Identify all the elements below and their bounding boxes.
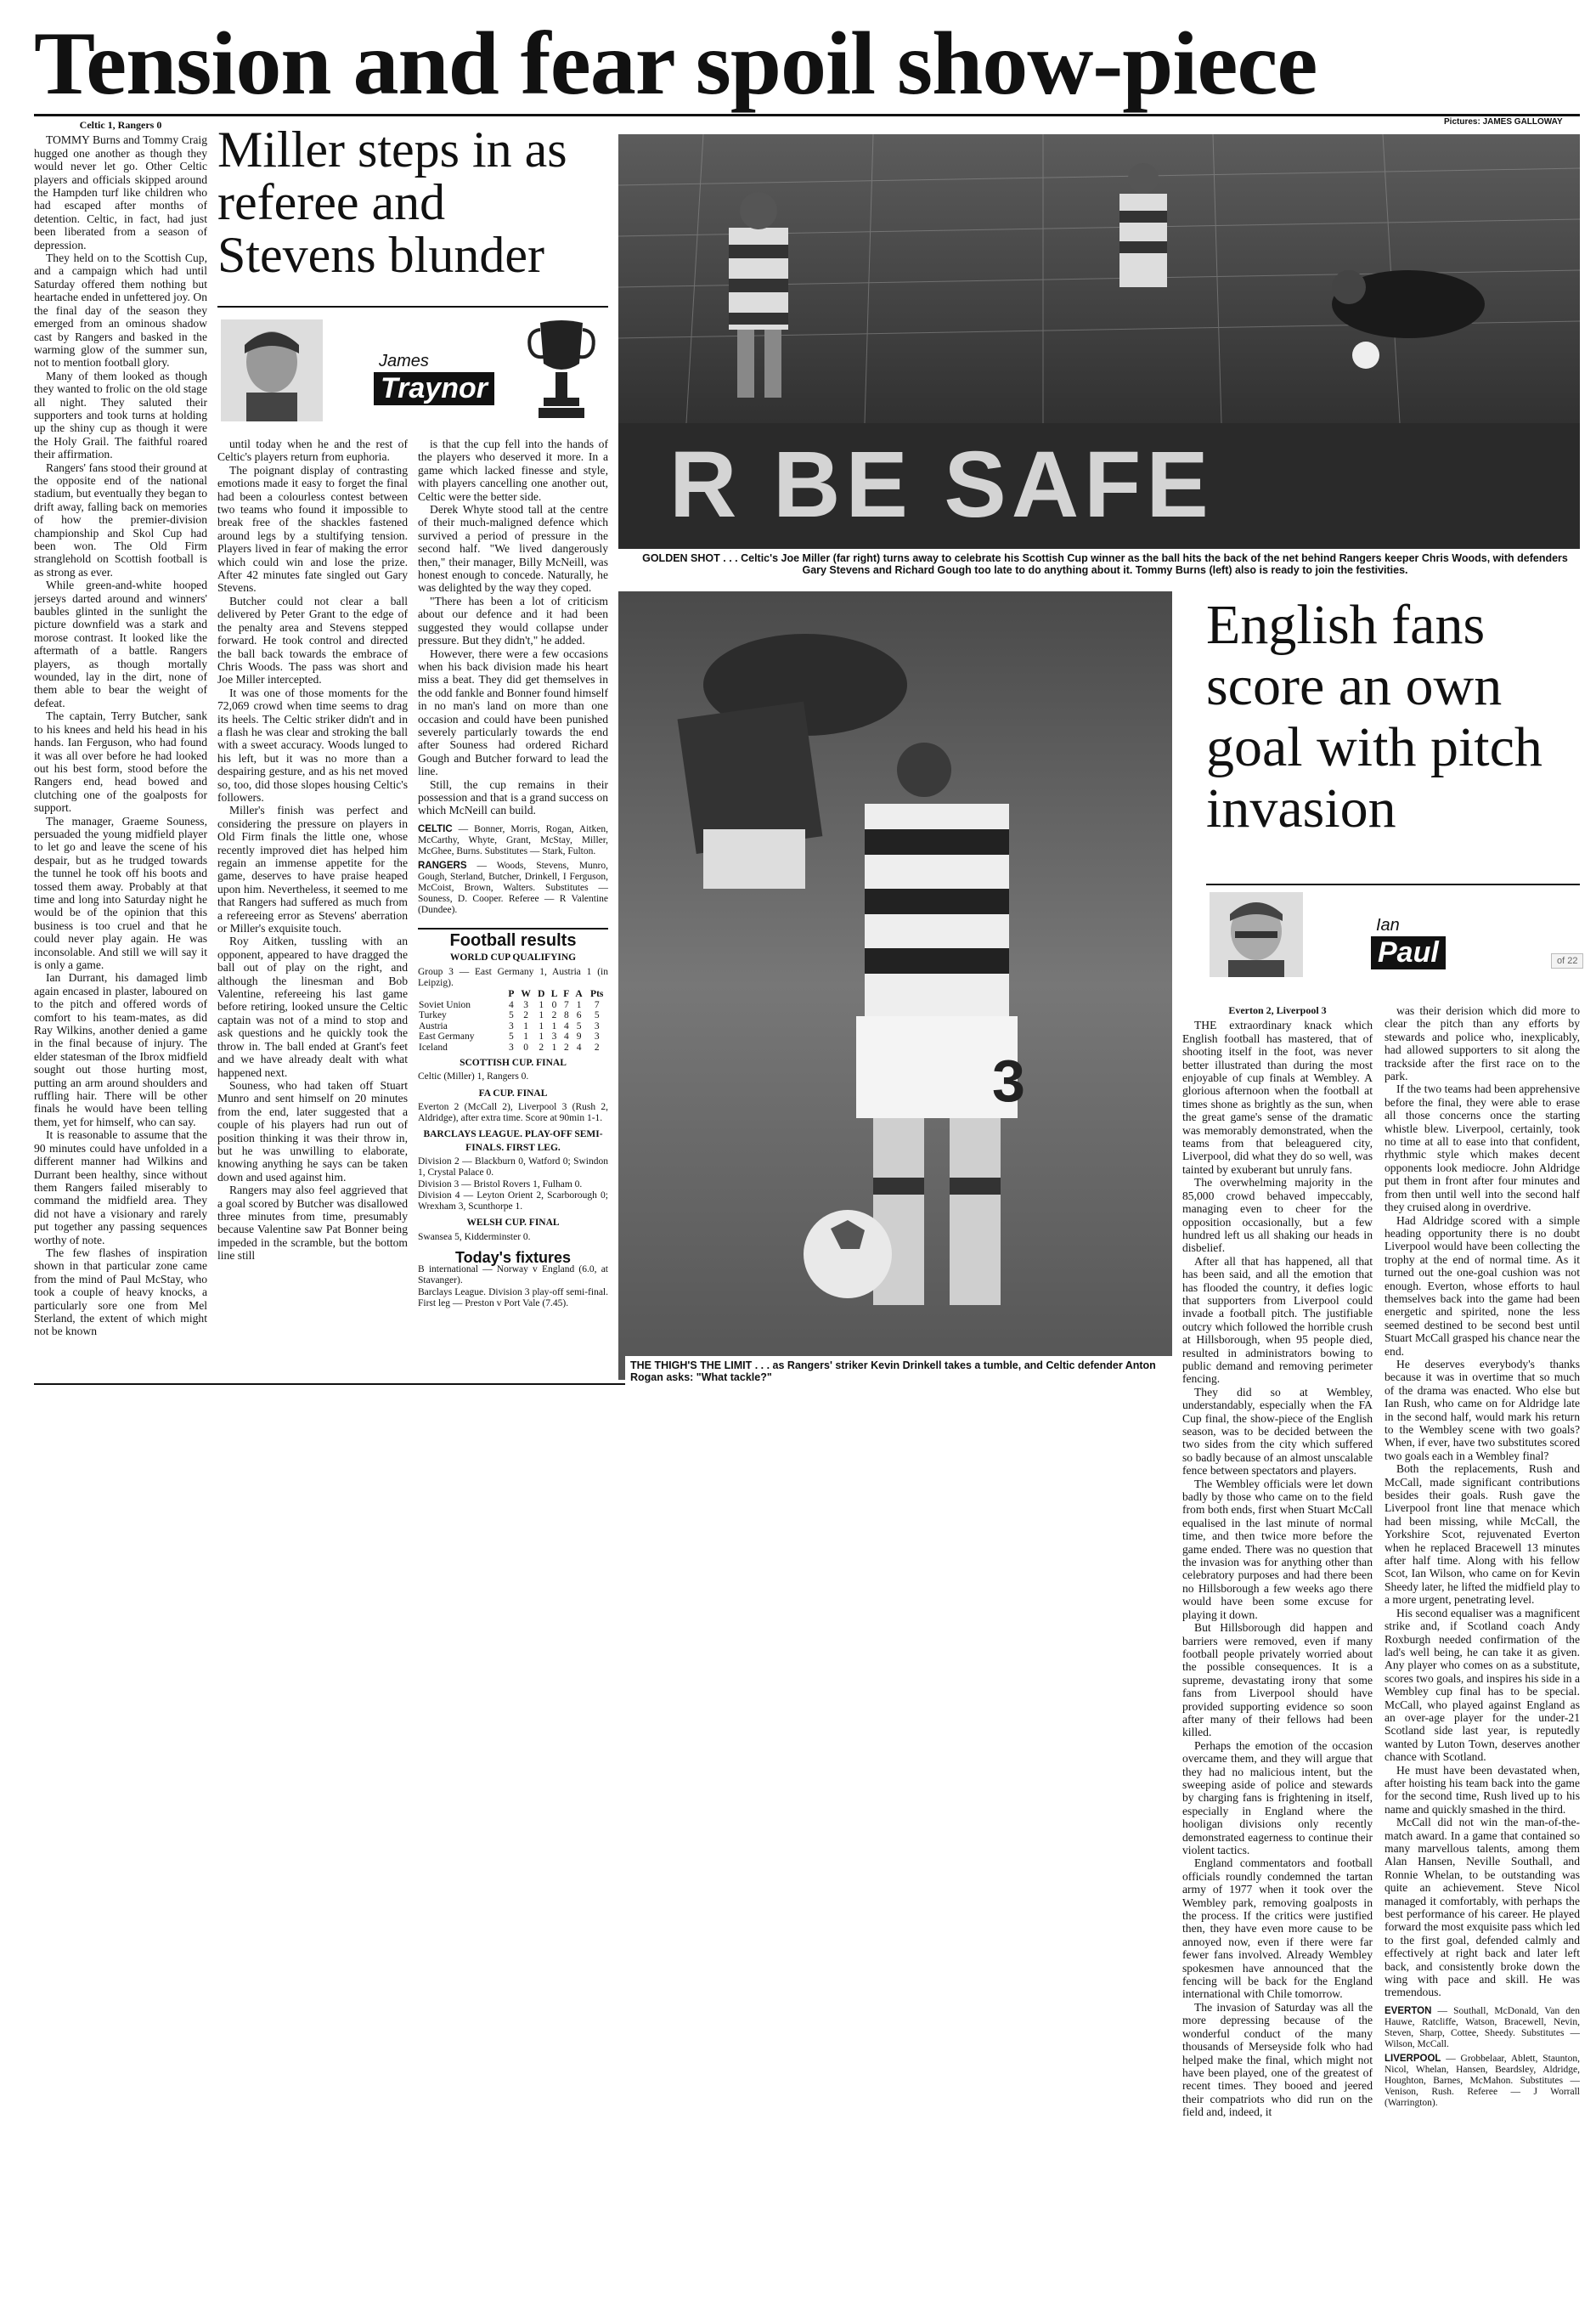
paragraph: Division 3 — Bristol Rovers 1, Fulham 0. xyxy=(418,1178,583,1190)
picture-credit: Pictures: JAMES GALLOWAY xyxy=(1444,117,1563,127)
table-cell: 0 xyxy=(551,999,557,1010)
team-lineup xyxy=(1385,2054,1580,2109)
paragraph: Butcher could not clear a ball delivered by Peter Grant to the edge of the penalty area and Stevens stepped forward. He took control and directed the ball back towards the embrace of Chris Woods. The pass was short and Joe Miller intercepted. xyxy=(217,594,408,687)
table-cell: 3 xyxy=(523,999,528,1010)
table-row xyxy=(418,1010,608,1021)
story2-subhead: English fans score an own goal with pitch invasion xyxy=(1206,594,1542,839)
paragraph: Souness, who had taken off Stuart Munro and sent himself on 20 minutes from the end, later suggested that a couple of his players had run out of position thinking it was their throw in, but he was unwilling to elaborate, knowing anything he says can be taken down and used against him. xyxy=(217,1078,408,1184)
team-players: — Grobbelaar, Ablett, Staunton, Nicol, Whelan, Hansen, Beardsley, Aldridge, Houghton, Barnes, McMahon. Substitutes — Venison, Rush. Referee — J Worrall (Warrington). xyxy=(1385,2053,1580,2108)
paragraph: England commentators and football officials roundly condemned the tartan army of 1977 when it took over the Wembley park, removing goalposts in the process. If the critics were justified then, they have even more cause to be annoyed now, even if there were far fewer fans involved. Already Wembley spokesmen have announced that the fencing will be back for the England international with Chile tomorrow. xyxy=(1182,1856,1373,2001)
table-row xyxy=(418,1043,608,1054)
paragraph: Many of them looked as though they wanted to frolic on the old stage all night. They saluted their supporters and took turns at holding up the shiny cup as though it were the Holy Grail. The faithful roared their affirmation. xyxy=(34,369,207,461)
paragraph: The manager, Graeme Souness, persuaded the young midfield player to let go and leave the scene of his despair, but as he trudged towards the tunnel he took off his boots and tossed them away. Probably at that time and long into Saturday night he would be of the opinion that this business is too cruel and that he could never play again. He was inconsolable. And still we will say it is only a game. xyxy=(34,814,207,971)
barclays-heading: BARCLAYS LEAGUE. PLAY-OFF SEMI-FINALS. FIRST LEG. xyxy=(423,1129,603,1153)
golden-shot-photo xyxy=(618,134,1580,549)
table-cell: 2 xyxy=(594,1042,600,1053)
story2-col1-body xyxy=(1182,1019,1373,2118)
story1-col2-body xyxy=(217,438,408,1263)
welsh-heading: WELSH CUP. FINAL xyxy=(466,1218,560,1229)
paragraph: He must have been devastated when, after hoisting his team back into the game for the second time, Rush lived up to his name and quickly smashed in the third. xyxy=(1385,1763,1580,1816)
table-cell: 4 xyxy=(509,999,514,1010)
paragraph: The captain, Terry Butcher, sank to his knees and held his head in his hands. Ian Ferguson, who had found it was all over before he had looked out his best form, stood before the Rangers end, head bowed and clutching one of the goalposts for support. xyxy=(34,709,207,815)
story1-column-2 xyxy=(217,438,408,1376)
paragraph: The poignant display of contrasting emotions made it easy to forget the final had been a colourless contest between two teams who found it impossible to break free of the shackles fastened around legs by a stultifying tension. Players lived in fear of making the error which could win and lose the prize. After 42 minutes fate singled out Gary Stevens. xyxy=(217,463,408,595)
table-cell: 7 xyxy=(594,999,600,1010)
table-cell: 5 xyxy=(509,1031,514,1042)
table-cell: 1 xyxy=(551,1042,557,1053)
paragraph: It is reasonable to assume that the 90 minutes could have unfolded in a different manner had Wilkins and Durrant been healthy, since without them Rangers failed miserably to command the midfield area. They did not have a visionary and rarely put together any passing sequences worthy of note. xyxy=(34,1128,207,1246)
paragraph: Division 2 — Blackburn 0, Watford 0; Swindon 1, Crystal Palace 0. xyxy=(418,1156,608,1178)
story1-result: Celtic 1, Rangers 0 xyxy=(79,119,162,131)
table-cell: 1 xyxy=(539,1010,544,1020)
paragraph: However, there were a few occasions when his back division made his heart miss a beat. They did get themselves in the odd fankle and Bonner found himself in no man's land on more than one occasion and could have been punished severely particularly towards the end after Souness had ordered Richard Gough and Butcher forward to lead the line. xyxy=(418,647,608,778)
barclays-lines xyxy=(418,1156,608,1212)
paragraph: They did so at Wembley, understandably, especially when the FA Cup final, the show-piece of the English season, was to be decided between the two sides from the city which suffered so badly because of an almost unscalable fence between spectators and players. xyxy=(1182,1385,1373,1478)
table-header-cell: Pts xyxy=(590,989,604,999)
story1-column-3 xyxy=(418,438,608,1376)
results-title: Football results xyxy=(449,930,577,950)
fixtures-title: Today's fixtures xyxy=(455,1248,571,1266)
team-players: — Woods, Stevens, Munro, Gough, Sterland, Butcher, Drinkell, I Ferguson, McCoist, Brown, Walters. Substitutes — Souness, D. Cooper. Referee — R Valentine (Dundee). xyxy=(418,860,608,915)
fixtures-lines xyxy=(418,1264,608,1309)
story1-byline xyxy=(217,306,608,427)
table-header-cell: P xyxy=(508,989,515,999)
football xyxy=(1352,342,1379,369)
football-results-box xyxy=(418,928,608,1309)
fa-heading: FA CUP. FINAL xyxy=(478,1088,548,1099)
table-cell: 6 xyxy=(576,1010,582,1020)
table-header-cell: W xyxy=(521,989,531,999)
paragraph: They held on to the Scottish Cup, and a campaign which had until Saturday offered them nothing but heartache ended in unfettered joy. On the final day of the season they emerged from an ominous shadow cast by Rangers and basked in the warming glow of the summer sun, not to mention football glory. xyxy=(34,251,207,370)
golden-shot-caption: GOLDEN SHOT . . . Celtic's Joe Miller (far right) turns away to celebrate his Scottish Cup winner as the ball hits the back of the net behind Rangers keeper Chris Woods, with defenders Gary Stevens and Richard Gough too late to do anything about it. Tommy Burns (left) also is ready to join the festivities. xyxy=(642,552,1568,576)
paragraph: While green-and-white hooped jerseys darted around and winners' baubles glinted in the sunlight the picture downfield was a stark and morose contrast. It looked like the aftermath of a battle. Rangers players, as though mortally wounded, lay in the dirt, none of them able to bear the weight of defeat. xyxy=(34,579,207,709)
paragraph: The invasion of Saturday was all the more depressing because of the wonderful conduct of the many thousands of Merseyside folk who had helped make the final, which might not have been played, one of the greatest of recent times. They booed and jeered their compatriots who did run on the field and, indeed, it xyxy=(1182,2000,1373,2119)
story2-col2-body xyxy=(1385,1004,1580,1999)
team-name: LIVERPOOL xyxy=(1385,2053,1441,2064)
table-cell: 2 xyxy=(563,1042,569,1053)
table-row xyxy=(418,1000,608,1011)
story2-byline xyxy=(1206,884,1580,979)
table-cell: 2 xyxy=(539,1042,544,1053)
paragraph: Both the replacements, Rush and McCall, made significant contributions besides their goals. Rush gave the Liverpool front line that menace which had been missing, while McCall, the Yorkshire Scot, rejuvenated Everton when he replaced Bracewell 13 minutes after half time. Along with his fellow Scot, Ian Wilson, who came on for Kevin Sheedy later, he lifted the midfield play to a more urgent, penetrating level. xyxy=(1385,1462,1580,1607)
table-cell: 3 xyxy=(594,1031,600,1042)
table-cell: 3 xyxy=(594,1020,600,1031)
story2-teams xyxy=(1385,2006,1580,2109)
paragraph: The Wembley officials were let down badly by those who came on to the field from both ends, first when Stuart McCall equalised in the last minute of normal time, and then twice more before the game ended. There was no question that the invasion was for anything other than celebratory purposes and had there been no Hillsborough a few weeks ago there would have been some excuse for playing it down. xyxy=(1182,1477,1373,1621)
scot-heading: SCOTTISH CUP. FINAL xyxy=(460,1058,567,1068)
welsh-text: Swansea 5, Kidderminster 0. xyxy=(418,1231,531,1242)
table-cell: Soviet Union xyxy=(419,999,471,1010)
columnist-portrait-icon xyxy=(221,319,323,421)
story2-byline-last: Paul xyxy=(1371,936,1446,969)
main-headline: Tension and fear spoil show-piece xyxy=(34,14,1317,113)
columnist-portrait-icon xyxy=(1210,892,1303,977)
story1-teams xyxy=(418,824,608,916)
paragraph: Perhaps the emotion of the occasion overcame them, and they will argue that they had no malicious intent, but the sweeping aside of police and stewards by charging fans is frightening in itself, especially in England where the hooligan divisions only recently demonstrated eagerness to continue their violent tactics. xyxy=(1182,1738,1373,1856)
table-cell: Austria xyxy=(419,1020,448,1031)
story2-column-2 xyxy=(1385,1004,1580,2279)
table-cell: 1 xyxy=(539,1020,544,1031)
story1-byline-last: Traynor xyxy=(374,372,494,405)
team-name: RANGERS xyxy=(418,860,467,871)
table-cell: 5 xyxy=(594,1010,600,1020)
wc-table-head xyxy=(418,989,608,1000)
wc-heading: WORLD CUP QUALIFYING xyxy=(449,952,577,964)
paragraph: But Hillsborough did happen and barriers were removed, even if many football people privately worried about the possible consequences. It is a supreme, devastating irony that some fans from Liverpool should have provided supporting evidence so soon after many of their fellows had been killed. xyxy=(1182,1621,1373,1739)
story2-byline-first: Ian xyxy=(1376,916,1400,935)
paragraph: Roy Aitken, tussling with an opponent, appeared to have dragged the ball out of play on the right, and although the linesman and Bob Valentine, refereeing his last game before retiring, looked unsure the Celtic captain was not of a mind to stop and ask questions and he quickly took the throw in. The ball ended at Grant's feet and we have already dealt with what happened next. xyxy=(217,935,408,1079)
paragraph: Rangers may also feel aggrieved that a goal scored by Butcher was disallowed three minutes from time, presumably because Valentine saw Pat Bonner being impeded in the scramble, but the bottom line still xyxy=(217,1184,408,1263)
table-cell: 1 xyxy=(551,1020,557,1031)
thighs-limit-photo xyxy=(618,591,1172,1380)
paragraph: If the two teams had been apprehensive before the final, they were able to erase all those concerns once the starting whistle blew. Liverpool, certainly, took no time at all to ease into that confident, rhythmic style which makes decent opponents look mediocre. John Aldridge put them in front after four minutes and from then until well into the second half they cruised along in overdrive. xyxy=(1385,1082,1580,1214)
paragraph: is that the cup fell into the hands of the players who deserved it more. In a game which lacked finesse and style, with players cancelling one another out, Celtic were the better side. xyxy=(418,438,608,503)
page-indicator[interactable]: of 22 xyxy=(1551,953,1583,969)
table-header-cell: D xyxy=(538,989,545,999)
team-lineup xyxy=(418,824,608,857)
team-name: CELTIC xyxy=(418,823,453,834)
story1-col1-body xyxy=(34,133,207,1337)
table-cell: Turkey xyxy=(419,1010,447,1020)
table-cell: 1 xyxy=(539,999,544,1010)
table-cell: 8 xyxy=(563,1010,569,1020)
goalkeeper xyxy=(1332,270,1485,338)
scottish-cup-trophy-icon xyxy=(523,314,600,423)
svg-text:3: 3 xyxy=(992,1048,1025,1114)
team-lineup xyxy=(1385,2006,1580,2050)
table-row xyxy=(418,1031,608,1043)
paragraph: His second equaliser was a magnificent strike and, if Scotland coach Andy Roxburgh needed confirmation of the lad's well being, he can take it as given. Any player who comes on as a substitute, scores two goals, and inspires his side in a Wembley cup final has to be special. McCall, who played against England as an over-age player for the under-21 Scotland side last year, is reputedly wanted by Luton Town, deserves another chance with Scotland. xyxy=(1385,1606,1580,1764)
story1-subhead: Miller steps in as referee and Stevens blunder xyxy=(217,121,567,283)
wc-table-body xyxy=(418,1000,608,1054)
table-cell: 3 xyxy=(509,1042,514,1053)
table-cell: 2 xyxy=(523,1010,528,1020)
thighs-limit-caption: THE THIGH'S THE LIMIT . . . as Rangers' striker Kevin Drinkell takes a tumble, and Celtic defender Anton Rogan asks: "What tackle?" xyxy=(625,1356,1176,1387)
paragraph: until today when he and the rest of Celtic's players return from euphoria. xyxy=(217,438,408,464)
wc-sub: Group 3 — East Germany 1, Austria 1 (in Leipzig). xyxy=(418,966,608,988)
thighs-limit-illustration xyxy=(618,591,1172,1380)
table-cell: 5 xyxy=(509,1010,514,1020)
story1-byline-first: James xyxy=(379,352,429,370)
paragraph: Miller's finish was perfect and considering the pressure on players in Old Firm finals the little one, whose recently improved diet has helped him regain an immense appetite for the game, deserves to have praise heaped upon him. Nevertheless, it seemed to me that Rangers had suffered as much from a refereeing error as Stevens' aberration or Miller's exquisite touch. xyxy=(217,804,408,935)
table-cell: 4 xyxy=(576,1042,582,1053)
table-cell: 7 xyxy=(563,999,569,1010)
table-cell: 1 xyxy=(539,1031,544,1042)
table-cell: 9 xyxy=(576,1031,582,1042)
team-players: — Southall, McDonald, Van den Hauwe, Ratcliffe, Watson, Bracewell, Nevin, Steven, Sharp, Cottee, Sheedy. Substitutes — Wilson, McCall. xyxy=(1385,2005,1580,2049)
paragraph: TOMMY Burns and Tommy Craig hugged one another as though they would never let go. Other Celtic players and officials skipped around the Hampden turf like children who had escaped after months of detention. Celtic, in fact, had just been liberated from a season of depression. xyxy=(34,133,207,251)
paragraph: Rangers' fans stood their ground at the opposite end of the national stadium, but eventually they began to drift away, falling back on memories of how the premier-division championship and Skol Cup had been won. The Old Firm stranglehold on Scottish football is as strong as ever. xyxy=(34,461,207,579)
table-header-cell: A xyxy=(575,989,583,999)
paragraph: He deserves everybody's thanks because it was in overtime that so much of the drama was enacted. Who else but Ian Rush, who came on for Aldridge late in the second half, would mark his return to the Wembley scene with two goals? When, if ever, have two substitutes scored two goals each in a Wembley final? xyxy=(1385,1357,1580,1462)
paragraph: The few flashes of inspiration shown in that particular zone came from the mind of Paul McStay, who took a couple of heavy knocks, a particularly sore one from Mel Sterland, the extent of which might not be known xyxy=(34,1246,207,1338)
table-cell: 2 xyxy=(551,1010,557,1020)
table-cell: 4 xyxy=(563,1031,569,1042)
fa-text: Everton 2 (McCall 2), Liverpool 3 (Rush 2, Aldridge), after extra time. Score at 90min 1-1. xyxy=(418,1102,608,1124)
paragraph: "There has been a lot of criticism about our defence and it had been suggested they would collapse under pressure. But they didn't," he added. xyxy=(418,594,608,647)
table-cell: 1 xyxy=(523,1031,528,1042)
wc-table xyxy=(418,989,608,1053)
table-cell: East Germany xyxy=(419,1031,475,1042)
paragraph: Derek Whyte stood tall at the centre of their much-maligned defence which survived a period of pressure in the second half. "We lived dangerously then," their manager, Billy McNeill, was honest enough to concede. Naturally, he was delighted by the way they coped. xyxy=(418,503,608,595)
paragraph: McCall did not win the man-of-the-match award. In a game that contained so many marvellous talents, among them Alan Hansen, Neville Southall, and Ronnie Whelan, to be outstanding was quite an achievement. Steve Nicol managed it comfortably, with perhaps the best performance of his career. He played forward the most exquisite pass which led to the first goal, defended calmly and effectively at right back and later left back, and consistently broke down the wing with pace and skill. He was tremendous. xyxy=(1385,1816,1580,1999)
table-cell: 5 xyxy=(576,1020,582,1031)
table-header-cell xyxy=(418,989,505,1000)
story1-col3-body xyxy=(418,438,608,817)
table-header-cell: F xyxy=(563,989,570,999)
team-lineup xyxy=(418,861,608,916)
paragraph: Division 4 — Leyton Orient 2, Scarborough 0; Wrexham 3, Scunthorpe 1. xyxy=(418,1190,608,1212)
table-header-cell: L xyxy=(550,989,558,999)
paragraph: was their derision which did more to clear the pitch than any efforts by stewards and police who, inexplicably, had allowed supporters to sit along the trackside after the first race on to the park. xyxy=(1385,1004,1580,1083)
paragraph: It was one of those moments for the 72,069 crowd when time seems to drag its heels. The Celtic striker didn't and in a flash he was clear and stroking the ball with a sweet accuracy. Woods lunged to his left, but it was no more than a despairing gesture, and as his net moved so, too, did those slopes housing Celtic's followers. xyxy=(217,686,408,804)
golden-shot-illustration xyxy=(618,134,1580,549)
table-cell: 1 xyxy=(576,999,582,1010)
table-cell: 3 xyxy=(551,1031,557,1042)
paragraph: B international — Norway v England (6.0, at Stavanger). xyxy=(418,1264,608,1286)
paragraph: Still, the cup remains in their possession and that is a grand success on which McNeill can build. xyxy=(418,777,608,817)
table-cell: 4 xyxy=(563,1020,569,1031)
team-players: — Bonner, Morris, Rogan, Aitken, McCarthy, Whyte, Grant, McStay, Miller, McGhee, Burns. Substitutes — Stark, Fulton. xyxy=(418,823,608,856)
photo1-banner: R BE SAFE xyxy=(669,432,1214,537)
paragraph: Had Aldridge scored with a simple heading opportunity there is no doubt Liverpool would have been collecting the trophy at the end of normal time. As it turned out the one-goal cushion was not enough. Everton, whose efforts to haul themselves back into the game had been energetic and spirited, none the less seemed destined to be second best until Stuart McCall grasped his chance near the end. xyxy=(1385,1213,1580,1358)
table-cell: 1 xyxy=(523,1020,528,1031)
paragraph: Barclays League. Division 3 play-off semi-final. First leg — Preston v Port Vale (7.45). xyxy=(418,1286,608,1308)
table-cell: 3 xyxy=(509,1020,514,1031)
table-cell: Iceland xyxy=(419,1042,448,1053)
table-cell: 0 xyxy=(523,1042,528,1053)
table-row xyxy=(418,1021,608,1032)
story2-column-1 xyxy=(1182,1004,1373,2279)
paragraph: Ian Durrant, his damaged limb again encased in plaster, laboured on to the pitch and offered words of comfort to his team-mates, as did Ray Wilkins, another denied a game in the final because of injury. The elder statesman of the Ibrox midfield sought out those hurting most, putting an arm around shoulders and ruffling hair. There will be other finals he would have been telling them, yet for himself, who can say. xyxy=(34,971,207,1128)
paragraph: After all that has happened, all that has been said, and all the emotion that has flooded the country, it defies logic that supporters from Liverpool could invade a football pitch. The justifiable outcry which followed the horrible crush at Hillsborough, when 95 people died, resulted in administrators bowing to public demand and removing perimeter fencing. xyxy=(1182,1254,1373,1386)
team-name: EVERTON xyxy=(1385,2005,1432,2016)
story1-column-1 xyxy=(34,119,207,1376)
scot-text: Celtic (Miller) 1, Rangers 0. xyxy=(418,1071,529,1082)
story2-result: Everton 2, Liverpool 3 xyxy=(1228,1004,1327,1016)
paragraph: THE extraordinary knack which English football has mastered, that of shooting itself in the foot, was never better illustrated than during the most enjoyable of cup finals at Wembley. A glorious afternoon when the football at times shone as brightly as the sun, when the great game's sense of the dramatic was memorably demonstrated, when the teams from that beleaguered city, Liverpool, did what they do so well, was tainted by exuberant but unruly fans. xyxy=(1182,1019,1373,1176)
headline-rule xyxy=(34,114,1580,116)
paragraph: The overwhelming majority in the 85,000 crowd behaved impeccably, managing even to cheer for the opposition occasionally, but a few hundred left us all shaking our heads in disbelief. xyxy=(1182,1176,1373,1255)
